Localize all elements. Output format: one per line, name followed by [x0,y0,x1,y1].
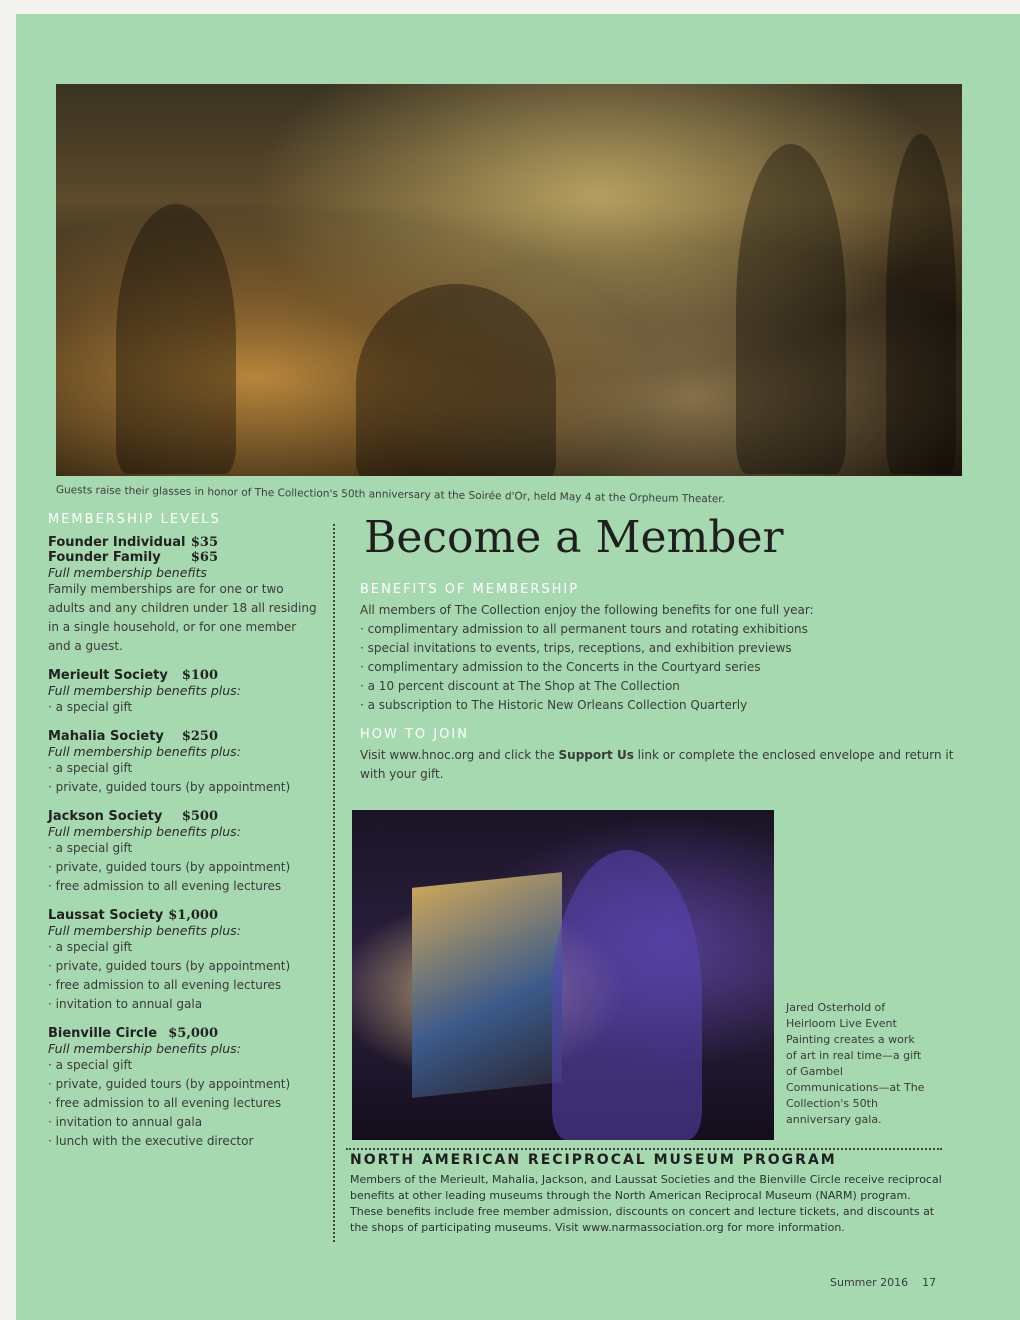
benefits-heading: BENEFITS OF MEMBERSHIP [360,582,580,597]
tier-laussat: Laussat Society $1,000 Full membership benefits plus: · a special gift · private, guided tours (by appointment) · free admission to all evening lectures · invitation to annual gala [48,908,291,1011]
how-to-join-heading: HOW TO JOIN [360,727,469,742]
page-number: 17 [922,1276,937,1289]
benefits-column [360,582,960,784]
easel-painting [412,872,562,1098]
painter-silhouette [552,850,702,1140]
benefits-intro: All members of The Collection enjoy the following benefits for one full year: [360,603,814,617]
narm-heading: NORTH AMERICAN RECIPROCAL MUSEUM PROGRAM [350,1152,837,1168]
tier-founder-individual: Founder Individual $35 [48,535,218,550]
founder-benefits: Full membership benefits [48,565,207,580]
support-us-link: Support Us [558,748,634,762]
benefit-item: · a 10 percent discount at The Shop at The Collection [360,679,680,693]
gala-photo [56,84,962,476]
page-footer [830,1276,936,1289]
tier-merieult: Merieult Society $100 Full membership benefits plus: · a special gift [48,668,241,714]
narm-body: Members of the Merieult, Mahalia, Jackson, and Laussat Societies and the Bienville Circle receive reciprocal benefits at other leading museums through the North American Reciprocal Museum (NARM) program. These benefits include free member admission, discounts on concert and lecture tickets, and discounts at the shops of participating museums. Visit www.narmassociation.org for more information. [350,1173,942,1234]
narm-section [350,1152,942,1236]
narm-divider [346,1148,942,1150]
benefit-item: · complimentary admission to all permanent tours and rotating exhibitions [360,622,808,636]
column-divider [333,524,335,1242]
benefit-item: · special invitations to events, trips, receptions, and exhibition previews [360,641,792,655]
benefit-item: · complimentary admission to the Concerts in the Courtyard series [360,660,761,674]
founder-tiers [48,535,318,656]
painting-caption: Jared Osterhold of Heirloom Live Event Painting creates a work of art in real time—a gift of Gambel Communications—at The Collection's 50th anniversary gala. [786,1001,925,1126]
page-title: Become a Member [364,512,784,563]
benefit-item: · a subscription to The Historic New Orleans Collection Quarterly [360,698,748,712]
issue-label: Summer 2016 [830,1276,909,1289]
event-painting-photo [352,810,774,1140]
tier-founder-family: Founder Family $65 [48,550,218,565]
founder-description: Family memberships are for one or two adults and any children under 18 all residing in a single household, or for one member and a guest. [48,582,317,653]
tier-bienville: Bienville Circle $5,000 Full membership benefits plus: · a special gift · private, guided tours (by appointment) · free admission to all evening lectures · invitation to annual gala · lunch with the executive director [48,1026,291,1148]
how-to-join-text: Visit www.hnoc.org and click the Support Us link or complete the enclosed envelope and return it with your gift. [360,748,954,781]
tier-jackson: Jackson Society $500 Full membership benefits plus: · a special gift · private, guided tours (by appointment) · free admission to all evening lectures [48,809,291,893]
membership-levels-column [48,512,318,1163]
photo-caption: Guests raise their glasses in honor of The Collection's 50th anniversary at the Soirée d'Or, held May 4 at the Orpheum Theater. [55,484,726,506]
tier-mahalia: Mahalia Society $250 Full membership benefits plus: · a special gift · private, guided tours (by appointment) [48,729,291,794]
membership-levels-heading: MEMBERSHIP LEVELS [48,512,221,527]
